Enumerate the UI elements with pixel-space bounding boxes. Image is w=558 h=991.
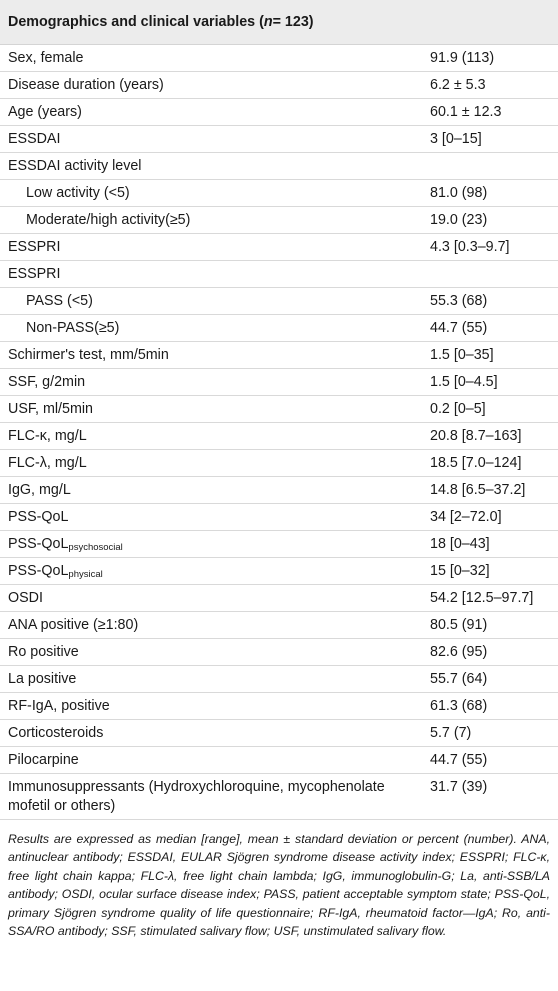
row-label: [8, 265, 430, 284]
title-suffix: = 123): [272, 14, 314, 30]
row-value: 19.0 (23): [430, 212, 488, 228]
table-row: [0, 288, 558, 315]
table-row: [0, 315, 558, 342]
row-value: 18.5 [7.0–124]: [430, 455, 522, 471]
row-label: [8, 103, 430, 122]
row-value: 44.7 (55): [430, 752, 488, 768]
row-value: 3 [0–15]: [430, 131, 482, 147]
row-label-text: SSF, g/2min: [8, 374, 86, 390]
row-label-text: Moderate/high activity(≥5): [26, 212, 191, 228]
row-value: 31.7 (39): [430, 779, 488, 795]
row-label: [8, 184, 430, 203]
row-label: [8, 157, 430, 176]
table-row: [0, 207, 558, 234]
row-label-text: IgG, mg/L: [8, 482, 71, 498]
table-row: [0, 774, 558, 820]
table-row: [0, 639, 558, 666]
row-value: 5.7 (7): [430, 725, 472, 741]
row-label: [8, 616, 430, 635]
row-label-text: ANA positive (≥1:80): [8, 617, 139, 633]
title-n: n: [263, 14, 273, 30]
row-label: [8, 778, 430, 816]
row-label: [8, 751, 430, 770]
row-label: [8, 49, 430, 68]
row-value: 0.2 [0–5]: [430, 401, 486, 417]
table-row: [0, 450, 558, 477]
row-label: [8, 211, 430, 230]
row-label-text: OSDI: [8, 590, 43, 606]
table-footnote: Results are expressed as median [range], mean ± standard deviation or percent (number). ANA, antinuclear antibody; ESSDAI, EULAR Sjögren syndrome disease activity index; ESSPRI; FLC-κ, free light chain kappa; FLC-λ, free light chain lambda; IgG, immunoglobulin-G; La, anti-SSB/LA antibody; OSDI, ocular surface disease index; PASS, patient acceptable symptom state; PSS-QoL, primary Sjögren syndrome quality of life questionnaire; RF-IgA, rheumatoid factor—IgA; Ro, anti-SSA/RO antibody; SSF, stimulated salivary flow; USF, unstimulated salivary flow.: [8, 832, 550, 939]
row-label: [8, 76, 430, 95]
row-label-text: USF, ml/5min: [8, 401, 93, 417]
table-row: [0, 261, 558, 288]
row-label: [8, 589, 430, 608]
row-label-text: Ro positive: [8, 644, 79, 660]
row-value: 44.7 (55): [430, 320, 488, 336]
table-row: [0, 234, 558, 261]
row-value: 1.5 [0–4.5]: [430, 374, 498, 390]
table-row: [0, 612, 558, 639]
row-value: 82.6 (95): [430, 644, 488, 660]
row-label: [8, 724, 430, 743]
row-label: [8, 238, 430, 257]
row-label: [8, 535, 430, 554]
table-row: [0, 504, 558, 531]
row-label: [8, 643, 430, 662]
row-value: 80.5 (91): [430, 617, 488, 633]
table-row: [0, 72, 558, 99]
table-row: [0, 558, 558, 585]
row-label-text: ESSDAI: [8, 131, 61, 147]
row-label: [8, 670, 430, 689]
row-label: [8, 346, 430, 365]
table-row: [0, 585, 558, 612]
row-value: 60.1 ± 12.3: [430, 104, 502, 120]
row-label-subscript: physical: [68, 569, 103, 580]
row-value: 91.9 (113): [430, 50, 495, 66]
row-value: 81.0 (98): [430, 185, 488, 201]
row-label: [8, 454, 430, 473]
row-label-text: Non-PASS(≥5): [26, 320, 120, 336]
row-value: 18 [0–43]: [430, 536, 490, 552]
table-row: [0, 747, 558, 774]
row-label-text: RF-IgA, positive: [8, 698, 110, 714]
table-row: [0, 126, 558, 153]
row-label: [8, 400, 430, 419]
table-row: [0, 99, 558, 126]
row-label: [8, 292, 430, 311]
row-label-text: Low activity (<5): [26, 185, 130, 201]
title-prefix: Demographics and clinical variables (: [8, 14, 264, 30]
row-label: [8, 130, 430, 149]
row-value: 54.2 [12.5–97.7]: [430, 590, 534, 606]
table-row: [0, 396, 558, 423]
row-label-subscript: psychosocial: [68, 542, 123, 553]
row-label: [8, 373, 430, 392]
row-label-text: Age (years): [8, 104, 82, 120]
row-label-text: PSS-QoL: [8, 563, 69, 579]
row-value: 6.2 ± 5.3: [430, 77, 486, 93]
row-value: 15 [0–32]: [430, 563, 490, 579]
row-label-text: Immunosuppressants (Hydroxychloroquine, mycophenolate mofetil or others): [8, 779, 385, 814]
row-value: 1.5 [0–35]: [430, 347, 494, 363]
table-row: [0, 180, 558, 207]
row-label-text: La positive: [8, 671, 77, 687]
row-label-text: PSS-QoL: [8, 509, 69, 525]
row-label-text: ESSPRI: [8, 239, 61, 255]
table-row: [0, 720, 558, 747]
row-label-text: FLC-κ, mg/L: [8, 428, 87, 444]
row-label: [8, 481, 430, 500]
row-label: [8, 508, 430, 527]
table-row: [0, 342, 558, 369]
row-label-text: PSS-QoL: [8, 536, 69, 552]
row-label-text: ESSPRI: [8, 266, 61, 282]
row-label: [8, 427, 430, 446]
table-row: [0, 666, 558, 693]
row-value: 61.3 (68): [430, 698, 488, 714]
row-value: 20.8 [8.7–163]: [430, 428, 522, 444]
table-body: [0, 45, 558, 820]
row-label-text: FLC-λ, mg/L: [8, 455, 87, 471]
row-label-text: Sex, female: [8, 50, 84, 66]
row-label-text: ESSDAI activity level: [8, 158, 142, 174]
row-value: 4.3 [0.3–9.7]: [430, 239, 510, 255]
row-label: [8, 562, 430, 581]
table-title: [0, 0, 558, 45]
row-label: [8, 697, 430, 716]
row-label: [8, 319, 430, 338]
table-row: [0, 531, 558, 558]
row-label-text: Disease duration (years): [8, 77, 164, 93]
table-row: [0, 369, 558, 396]
row-label-text: Pilocarpine: [8, 752, 79, 768]
row-value: 14.8 [6.5–37.2]: [430, 482, 526, 498]
row-value: 55.7 (64): [430, 671, 488, 687]
row-label-text: Corticosteroids: [8, 725, 104, 741]
table-row: [0, 153, 558, 180]
row-value: 55.3 (68): [430, 293, 488, 309]
table-row: [0, 45, 558, 72]
row-label-text: Schirmer's test, mm/5min: [8, 347, 169, 363]
table-row: [0, 693, 558, 720]
table-row: [0, 477, 558, 504]
row-value: 34 [2–72.0]: [430, 509, 502, 525]
table-row: [0, 423, 558, 450]
row-label-text: PASS (<5): [26, 293, 93, 309]
